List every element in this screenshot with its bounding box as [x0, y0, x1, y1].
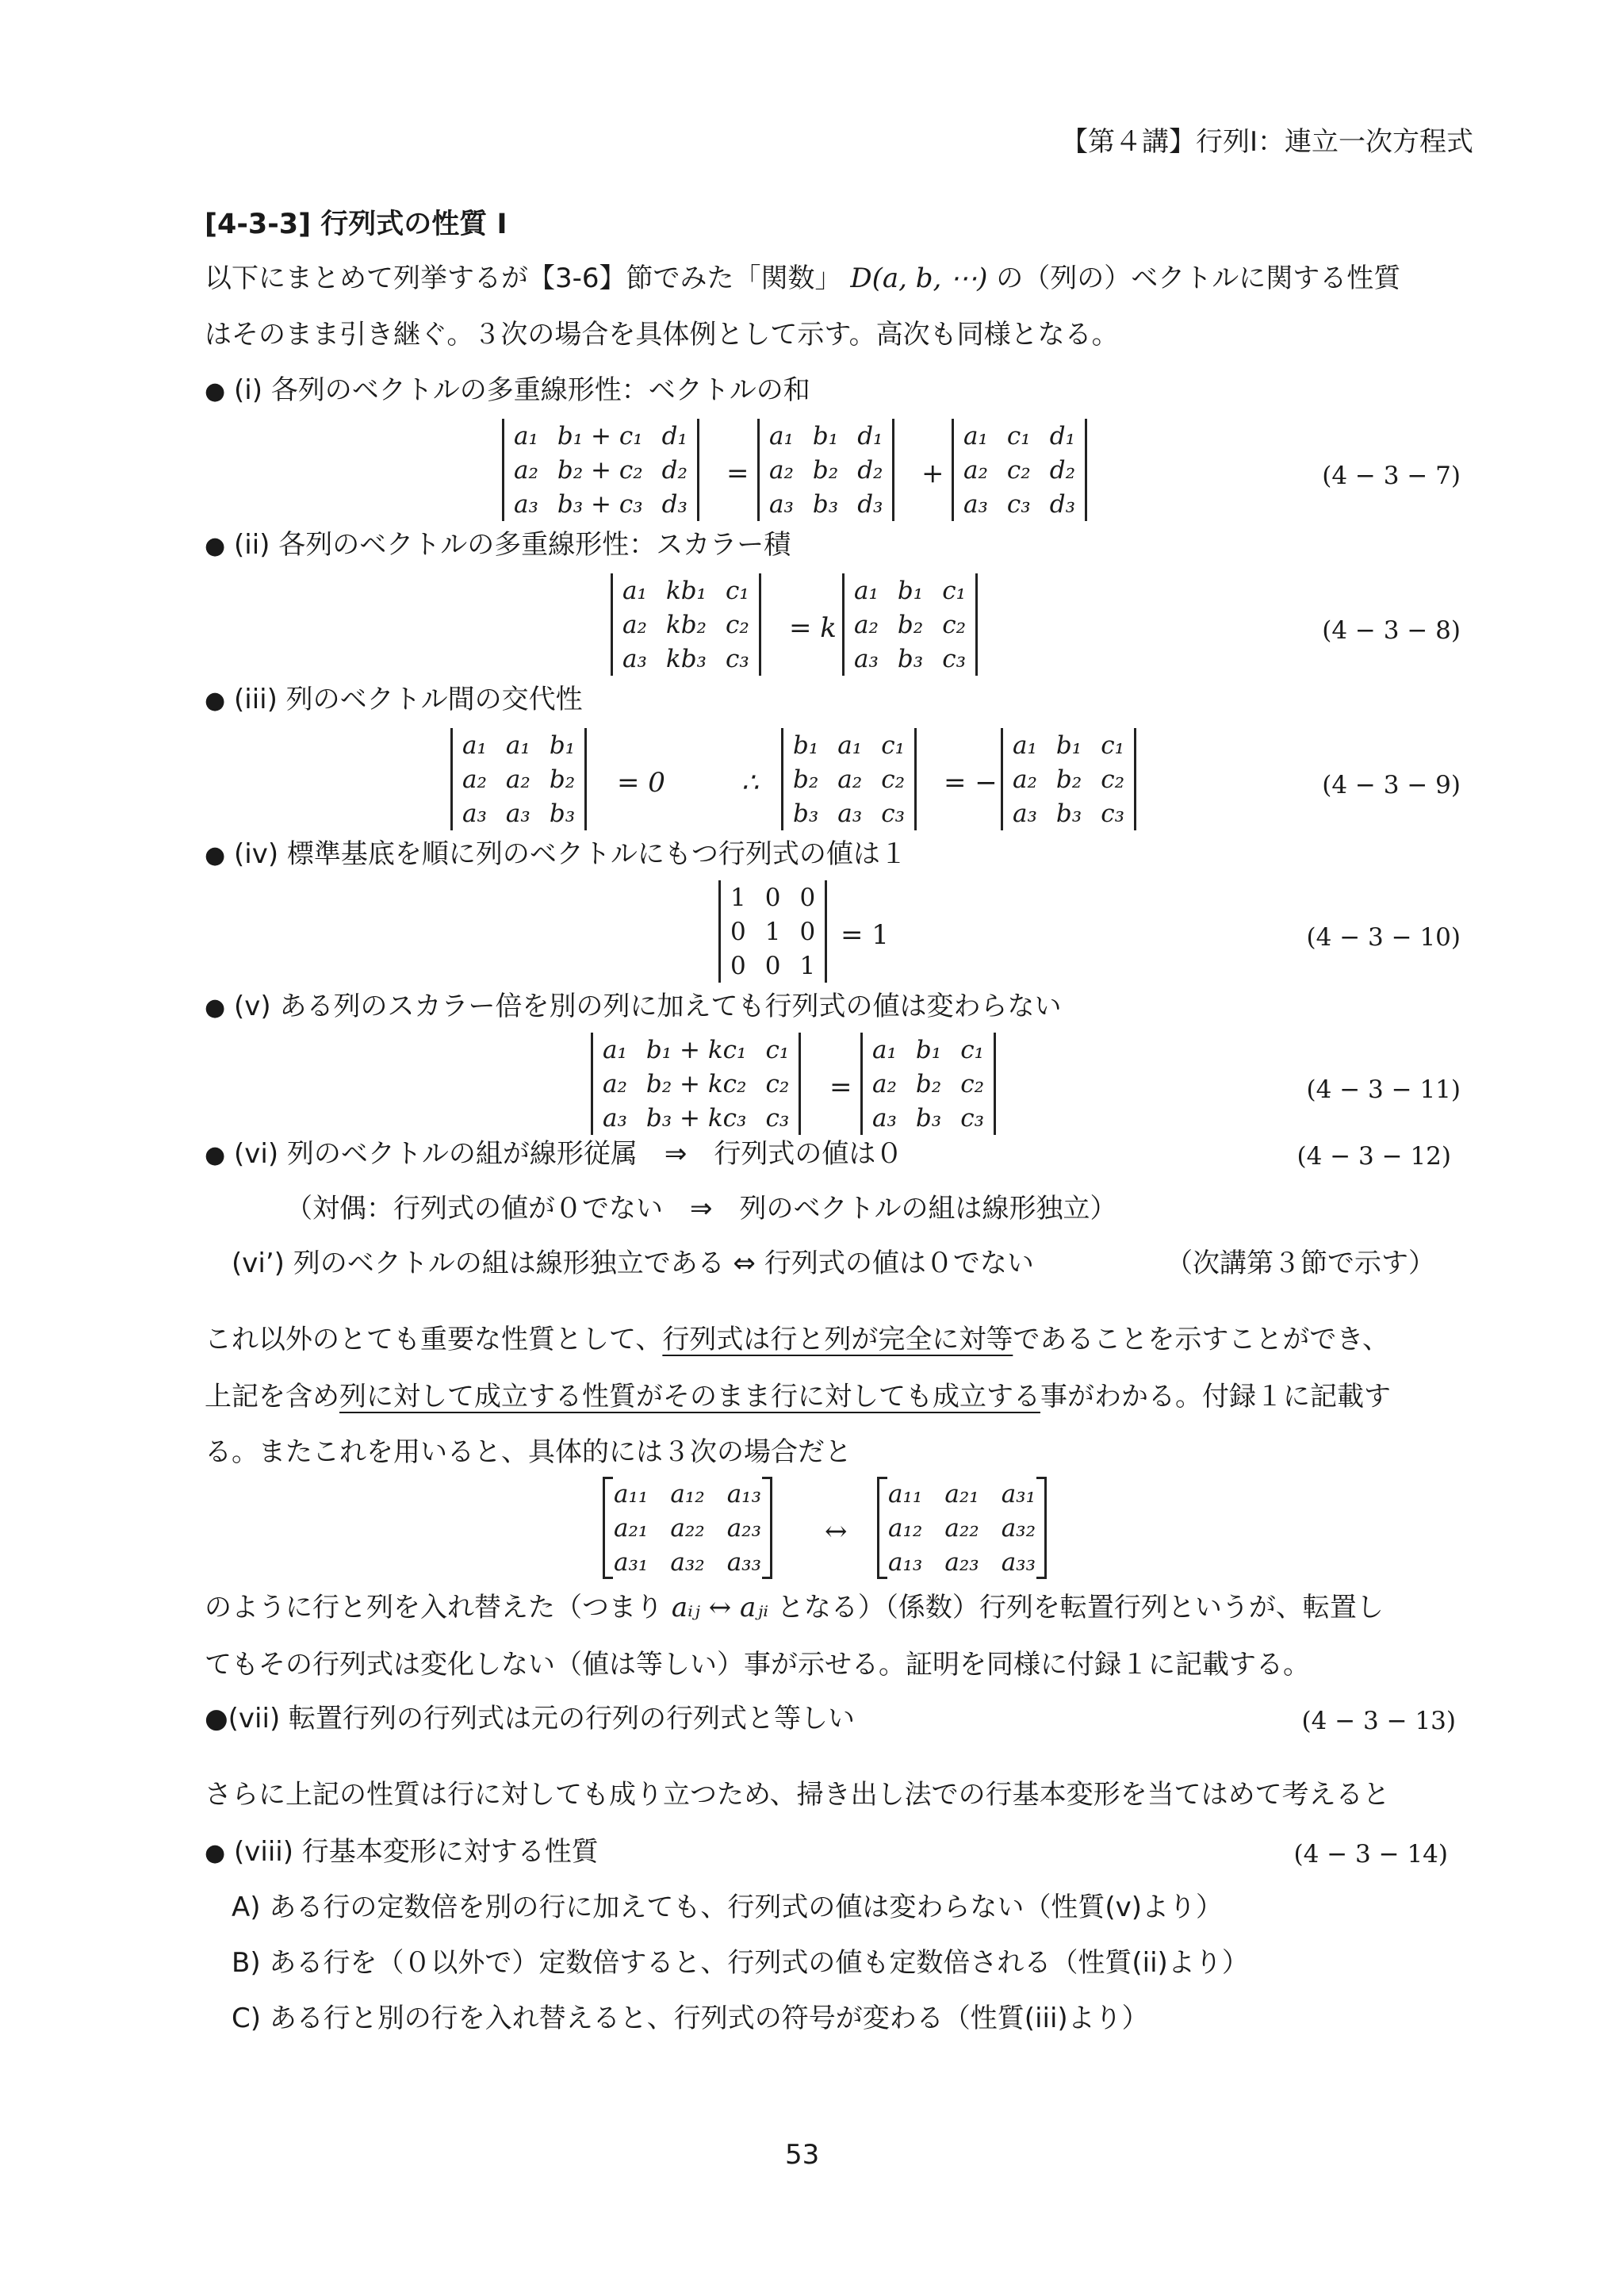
eq9-m2-det	[781, 728, 917, 830]
matrix-entry: c₃	[725, 644, 749, 673]
matrix-entry: c₃	[960, 1103, 984, 1133]
matrix-entry: b₁ + c₁	[557, 421, 643, 450]
matrix-entry: a₁	[622, 576, 647, 605]
matrix-entry: a₁₁	[888, 1479, 923, 1508]
matrix-entry: b₁	[812, 421, 839, 450]
paragraph-3: さらに上記の性質は行に対しても成り立つため、掃き出し法での行基本変形を当てはめて考えると	[205, 1779, 1390, 1811]
matrix-entry: a₃	[622, 644, 647, 673]
matrix-entry: c₁	[942, 576, 966, 605]
eqno-4-3-8: (4 − 3 − 8)	[1322, 616, 1461, 645]
matrix-entry: a₁₃	[726, 1479, 762, 1508]
intro-line-2: はそのまま引き継ぐ。３次の場合を具体例として示す。高次も同様となる。	[205, 319, 1119, 351]
matrix-entry: c₂	[881, 765, 905, 794]
item-C: C) ある行と別の行を入れ替えると、行列式の符号が変わる（性質(iii)より）	[232, 2003, 1149, 2034]
matrix-entry: b₃ + c₃	[557, 489, 643, 519]
matrix-entry: c₁	[881, 730, 905, 760]
bullet-icon: ●	[205, 1839, 226, 1867]
matrix-entry: a₂	[854, 610, 879, 639]
matrix-entry: 0	[764, 951, 781, 980]
eq11-rhs-det	[860, 1033, 996, 1135]
matrix-entry: a₁₂	[888, 1513, 923, 1543]
eq7-m2-det	[952, 419, 1087, 521]
matrix-entry: a₃	[514, 489, 538, 519]
eq11-equals: =	[829, 1071, 852, 1103]
matrix-entry: b₂	[1055, 765, 1082, 794]
matrix-table	[593, 1033, 799, 1135]
matrix-entry: a₃₃	[726, 1547, 762, 1577]
matrix-entry: a₁₂	[670, 1479, 705, 1508]
matrix-entry: d₁	[857, 421, 883, 450]
matrix-entry: a₃	[837, 799, 863, 828]
eqno-4-3-11: (4 − 3 − 11)	[1306, 1075, 1461, 1104]
matrix-entry: b₁	[915, 1035, 942, 1064]
matrix-row	[593, 1033, 799, 1067]
matrix-row	[603, 1511, 772, 1545]
eq8-eq-k: = k	[789, 612, 837, 644]
matrix-entry: b₂	[897, 610, 924, 639]
matrix-row	[783, 796, 914, 830]
eq11-lhs-det	[591, 1033, 801, 1135]
matrix-row	[760, 453, 892, 487]
matrix-entry: b₂	[812, 455, 839, 485]
matrix-row	[1003, 796, 1134, 830]
matrix-row	[954, 453, 1085, 487]
matrix-row	[504, 487, 697, 521]
matrix-entry: b₂	[915, 1069, 942, 1098]
property-vii-label: ●(vii) 転置行列の行列式は元の行列の行列式と等しい	[205, 1703, 856, 1734]
matrix-entry: d₂	[857, 455, 883, 485]
therefore-icon: ∴	[741, 767, 759, 799]
matrix-entry: b₁	[897, 576, 924, 605]
matrix-entry: c₃	[765, 1103, 790, 1133]
matrix-entry: a₂	[837, 765, 863, 794]
matrix-entry: c₂	[765, 1069, 790, 1098]
matrix-row	[721, 880, 825, 914]
matrix-entry: b₁	[549, 730, 576, 760]
matrix-entry: c₁	[1101, 730, 1124, 760]
matrix-entry: b₃	[793, 799, 819, 828]
function-D: D(a, b, ⋯)	[850, 263, 988, 294]
matrix-table	[863, 1033, 994, 1135]
eq10-rhs: = 1	[841, 919, 889, 951]
matrix-entry: a₁	[514, 421, 538, 450]
matrix-table	[954, 419, 1085, 521]
matrix-row	[453, 728, 584, 762]
matrix-entry: 0	[730, 951, 746, 980]
matrix-entry: a₂₂	[944, 1513, 979, 1543]
matrix-row	[954, 487, 1085, 521]
matrix-entry: b₁	[1055, 730, 1082, 760]
matrix-entry: 0	[799, 883, 816, 912]
property-iv-label: ● (iv) 標準基底を順に列のベクトルにもつ行列式の値は１	[205, 838, 907, 870]
matrix-table	[721, 880, 825, 983]
matrix-entry: a₃	[854, 644, 879, 673]
intro-line-1: 以下にまとめて列挙するが【3-6】節でみた「関数」 D(a, b, ⋯) の（列の）ベクトルに関する性質	[205, 263, 1401, 294]
matrix-row	[603, 1545, 772, 1579]
matrix-entry: b₁	[793, 730, 819, 760]
page-header: 【第４講】行列Ⅰ：連立一次方程式	[1060, 126, 1473, 158]
matrix-entry: d₃	[661, 489, 688, 519]
bullet-icon: ●	[205, 1141, 226, 1169]
matrix-entry: a₃	[462, 799, 487, 828]
matrix-entry: d₁	[1049, 421, 1075, 450]
matrix-entry: a₃₁	[614, 1547, 649, 1577]
paragraph-1-line-1: これ以外のとても重要な性質として、行列式は行と列が完全に対等であることを示すことができ、	[205, 1324, 1389, 1355]
matrix-A	[603, 1477, 772, 1579]
matrix-entry: a₂	[622, 610, 647, 639]
matrix-entry: a₃	[769, 489, 794, 519]
matrix-entry: a₃	[603, 1103, 627, 1133]
matrix-table	[613, 573, 759, 676]
paragraph-1-line-2: 上記を含め列に対して成立する性質がそのまま行に対しても成立する事がわかる。付録１に記載す	[205, 1381, 1391, 1412]
matrix-row	[760, 419, 892, 453]
bullet-icon: ●	[205, 532, 226, 560]
matrix-entry: a₃	[872, 1103, 897, 1133]
matrix-entry: a₁₁	[614, 1479, 649, 1508]
matrix-entry: 1	[730, 883, 746, 912]
matrix-table	[783, 728, 914, 830]
property-vi-label: ● (vi) 列のベクトルの組が線形従属 ⇒ 行列式の値は０	[205, 1138, 903, 1170]
matrix-entry: a₁	[769, 421, 794, 450]
underline-col-to-row: 列に対して成立する性質がそのまま行に対しても成立する	[339, 1381, 1040, 1412]
matrix-entry: c₂	[1006, 455, 1031, 485]
matrix-entry: a₂	[963, 455, 988, 485]
matrix-entry: c₂	[725, 610, 749, 639]
property-i-label: ● (i) 各列のベクトルの多重線形性：ベクトルの和	[205, 374, 810, 406]
matrix-entry: b₂ + kc₂	[645, 1069, 747, 1098]
matrix-entry: d₃	[857, 489, 883, 519]
matrix-entry: a₃	[963, 489, 988, 519]
matrix-row	[863, 1101, 994, 1135]
matrix-entry: b₂	[549, 765, 576, 794]
transpose-arrow-icon: ↔	[825, 1516, 848, 1547]
matrix-entry: c₂	[960, 1069, 984, 1098]
eqno-4-3-9: (4 − 3 − 9)	[1322, 771, 1461, 799]
matrix-entry: a₃₃	[1001, 1547, 1036, 1577]
matrix-row	[721, 914, 825, 949]
property-vi-prime: (vi’) 列のベクトルの組は線形独立である ⇔ 行列式の値は０でない	[232, 1248, 1034, 1279]
eq7-plus: +	[921, 458, 944, 489]
matrix-entry: a₂	[514, 455, 538, 485]
matrix-row	[593, 1067, 799, 1101]
matrix-entry: a₁	[462, 730, 487, 760]
eq7-equals: =	[726, 458, 749, 489]
section-title: [4-3-3] 行列式の性質 Ⅰ	[205, 209, 508, 240]
index-swap: aᵢⱼ ↔ aⱼᵢ	[671, 1592, 769, 1623]
matrix-row	[613, 608, 759, 642]
matrix-entry: a₂	[505, 765, 530, 794]
eq7-m1-det	[757, 419, 894, 521]
eq8-rhs-det	[842, 573, 978, 676]
matrix-row	[613, 642, 759, 676]
matrix-row	[845, 573, 975, 608]
matrix-entry: b₃	[549, 799, 576, 828]
matrix-entry: c₃	[1101, 799, 1124, 828]
matrix-row	[877, 1545, 1047, 1579]
matrix-row	[783, 728, 914, 762]
matrix-entry: a₃₁	[1001, 1479, 1036, 1508]
matrix-row	[877, 1477, 1047, 1511]
matrix-entry: a₃	[505, 799, 530, 828]
matrix-entry: b₁ + kc₁	[645, 1035, 747, 1064]
matrix-entry: b₂	[793, 765, 819, 794]
matrix-entry: kb₂	[665, 610, 707, 639]
matrix-entry: d₁	[661, 421, 688, 450]
eq7-lhs-det	[502, 419, 699, 521]
matrix-row	[721, 949, 825, 983]
matrix-entry: b₃ + kc₃	[645, 1103, 747, 1133]
matrix-entry: a₁	[872, 1035, 897, 1064]
bullet-icon: ●	[205, 841, 226, 869]
matrix-row	[1003, 762, 1134, 796]
item-A: A) ある行の定数倍を別の行に加えても、行列式の値は変わらない（性質(v)より）	[232, 1892, 1223, 1923]
matrix-entry: 0	[764, 883, 781, 912]
matrix-entry: a₂	[769, 455, 794, 485]
matrix-entry: d₂	[661, 455, 688, 485]
paragraph-2-line-2: てもその行列式は変化しない（値は等しい）事が示せる。証明を同様に付録１に記載する。	[205, 1649, 1310, 1681]
matrix-table	[877, 1477, 1047, 1579]
matrix-entry: kb₃	[665, 644, 707, 673]
matrix-entry: b₂ + c₂	[557, 455, 643, 485]
matrix-table	[504, 419, 697, 521]
matrix-row	[877, 1511, 1047, 1545]
matrix-entry: c₁	[765, 1035, 790, 1064]
matrix-entry: b₃	[1055, 799, 1082, 828]
matrix-entry: c₁	[725, 576, 749, 605]
matrix-entry: c₂	[942, 610, 966, 639]
matrix-entry: a₁	[963, 421, 988, 450]
matrix-entry: a₃₂	[1001, 1513, 1036, 1543]
eqno-4-3-13: (4 − 3 − 13)	[1301, 1707, 1456, 1735]
matrix-row	[613, 573, 759, 608]
matrix-entry: a₁	[837, 730, 863, 760]
matrix-row	[954, 419, 1085, 453]
matrix-row	[863, 1067, 994, 1101]
matrix-entry: c₁	[960, 1035, 984, 1064]
matrix-entry: a₂	[462, 765, 487, 794]
matrix-entry: c₃	[942, 644, 966, 673]
eqno-4-3-10: (4 − 3 − 10)	[1306, 923, 1461, 952]
eq9-m3-det	[1001, 728, 1136, 830]
matrix-table	[453, 728, 584, 830]
matrix-row	[863, 1033, 994, 1067]
matrix-entry: 0	[799, 917, 816, 946]
bullet-icon: ●	[205, 994, 226, 1022]
matrix-row	[504, 419, 697, 453]
matrix-row	[504, 453, 697, 487]
matrix-entry: a₃	[1013, 799, 1037, 828]
eq9-zero: = 0	[617, 767, 665, 799]
matrix-entry: c₁	[1006, 421, 1031, 450]
matrix-entry: a₁	[603, 1035, 627, 1064]
matrix-table	[760, 419, 892, 521]
matrix-row	[845, 608, 975, 642]
matrix-entry: d₂	[1049, 455, 1075, 485]
bullet-icon: ●	[205, 378, 226, 405]
matrix-A-transpose	[877, 1477, 1047, 1579]
matrix-entry: c₂	[1101, 765, 1124, 794]
matrix-entry: 1	[799, 951, 816, 980]
matrix-entry: kb₁	[665, 576, 707, 605]
matrix-entry: a₂₁	[944, 1479, 979, 1508]
matrix-entry: 1	[764, 917, 781, 946]
matrix-entry: a₁	[854, 576, 879, 605]
matrix-row	[783, 762, 914, 796]
property-v-label: ● (v) ある列のスカラー倍を別の列に加えても行列式の値は変わらない	[205, 991, 1062, 1022]
eq9-neg: = −	[944, 767, 998, 799]
matrix-entry: a₂₁	[614, 1513, 649, 1543]
matrix-row	[593, 1101, 799, 1135]
bullet-icon: ●	[205, 687, 226, 715]
matrix-entry: b₃	[897, 644, 924, 673]
matrix-entry: a₃₂	[670, 1547, 705, 1577]
matrix-entry: 0	[730, 917, 746, 946]
eq10-identity-det	[718, 880, 827, 983]
matrix-table	[845, 573, 975, 676]
eq9-m1-det	[450, 728, 587, 830]
eqno-4-3-14: (4 − 3 − 14)	[1293, 1840, 1448, 1869]
property-vi-prime-note: （次講第３節で示す）	[1166, 1248, 1435, 1279]
matrix-entry: a₂₃	[944, 1547, 979, 1577]
matrix-row	[603, 1477, 772, 1511]
matrix-row	[453, 796, 584, 830]
property-viii-label: ● (viii) 行基本変形に対する性質	[205, 1836, 599, 1868]
matrix-entry: a₂	[603, 1069, 627, 1098]
matrix-entry: b₃	[915, 1103, 942, 1133]
matrix-entry: a₂	[1013, 765, 1037, 794]
matrix-table	[1003, 728, 1134, 830]
eqno-4-3-7: (4 − 3 − 7)	[1322, 462, 1461, 490]
matrix-row	[845, 642, 975, 676]
property-ii-label: ● (ii) 各列のベクトルの多重線形性：スカラー積	[205, 529, 791, 561]
paragraph-2-line-1: のように行と列を入れ替えた（つまり aᵢⱼ ↔ aⱼᵢ となる）（係数）行列を転置行列というが、転置し	[205, 1592, 1384, 1623]
underline-rows-cols-equal: 行列式は行と列が完全に対等	[662, 1324, 1013, 1355]
matrix-entry: a₂	[872, 1069, 897, 1098]
matrix-entry: c₃	[1006, 489, 1031, 519]
matrix-table	[603, 1477, 772, 1579]
item-B: B) ある行を（０以外で）定数倍すると、行列式の値も定数倍される（性質(ii)より）	[232, 1947, 1249, 1979]
eq8-lhs-det	[611, 573, 761, 676]
property-vi-contrapositive: （対偶：行列式の値が０でない ⇒ 列のベクトルの組は線形独立）	[285, 1193, 1117, 1225]
eqno-4-3-12: (4 − 3 − 12)	[1297, 1142, 1451, 1171]
matrix-entry: a₁	[1013, 730, 1037, 760]
matrix-entry: a₁₃	[888, 1547, 923, 1577]
matrix-entry: a₂₂	[670, 1513, 705, 1543]
matrix-entry: b₃	[812, 489, 839, 519]
paragraph-1-line-3: る。またこれを用いると、具体的には３次の場合だと	[205, 1436, 852, 1468]
matrix-entry: d₃	[1049, 489, 1075, 519]
matrix-entry: a₂₃	[726, 1513, 762, 1543]
matrix-entry: c₃	[881, 799, 905, 828]
matrix-row	[453, 762, 584, 796]
matrix-entry: a₁	[505, 730, 530, 760]
page-number: 53	[785, 2139, 820, 2171]
matrix-row	[760, 487, 892, 521]
property-iii-label: ● (iii) 列のベクトル間の交代性	[205, 684, 583, 715]
matrix-row	[1003, 728, 1134, 762]
